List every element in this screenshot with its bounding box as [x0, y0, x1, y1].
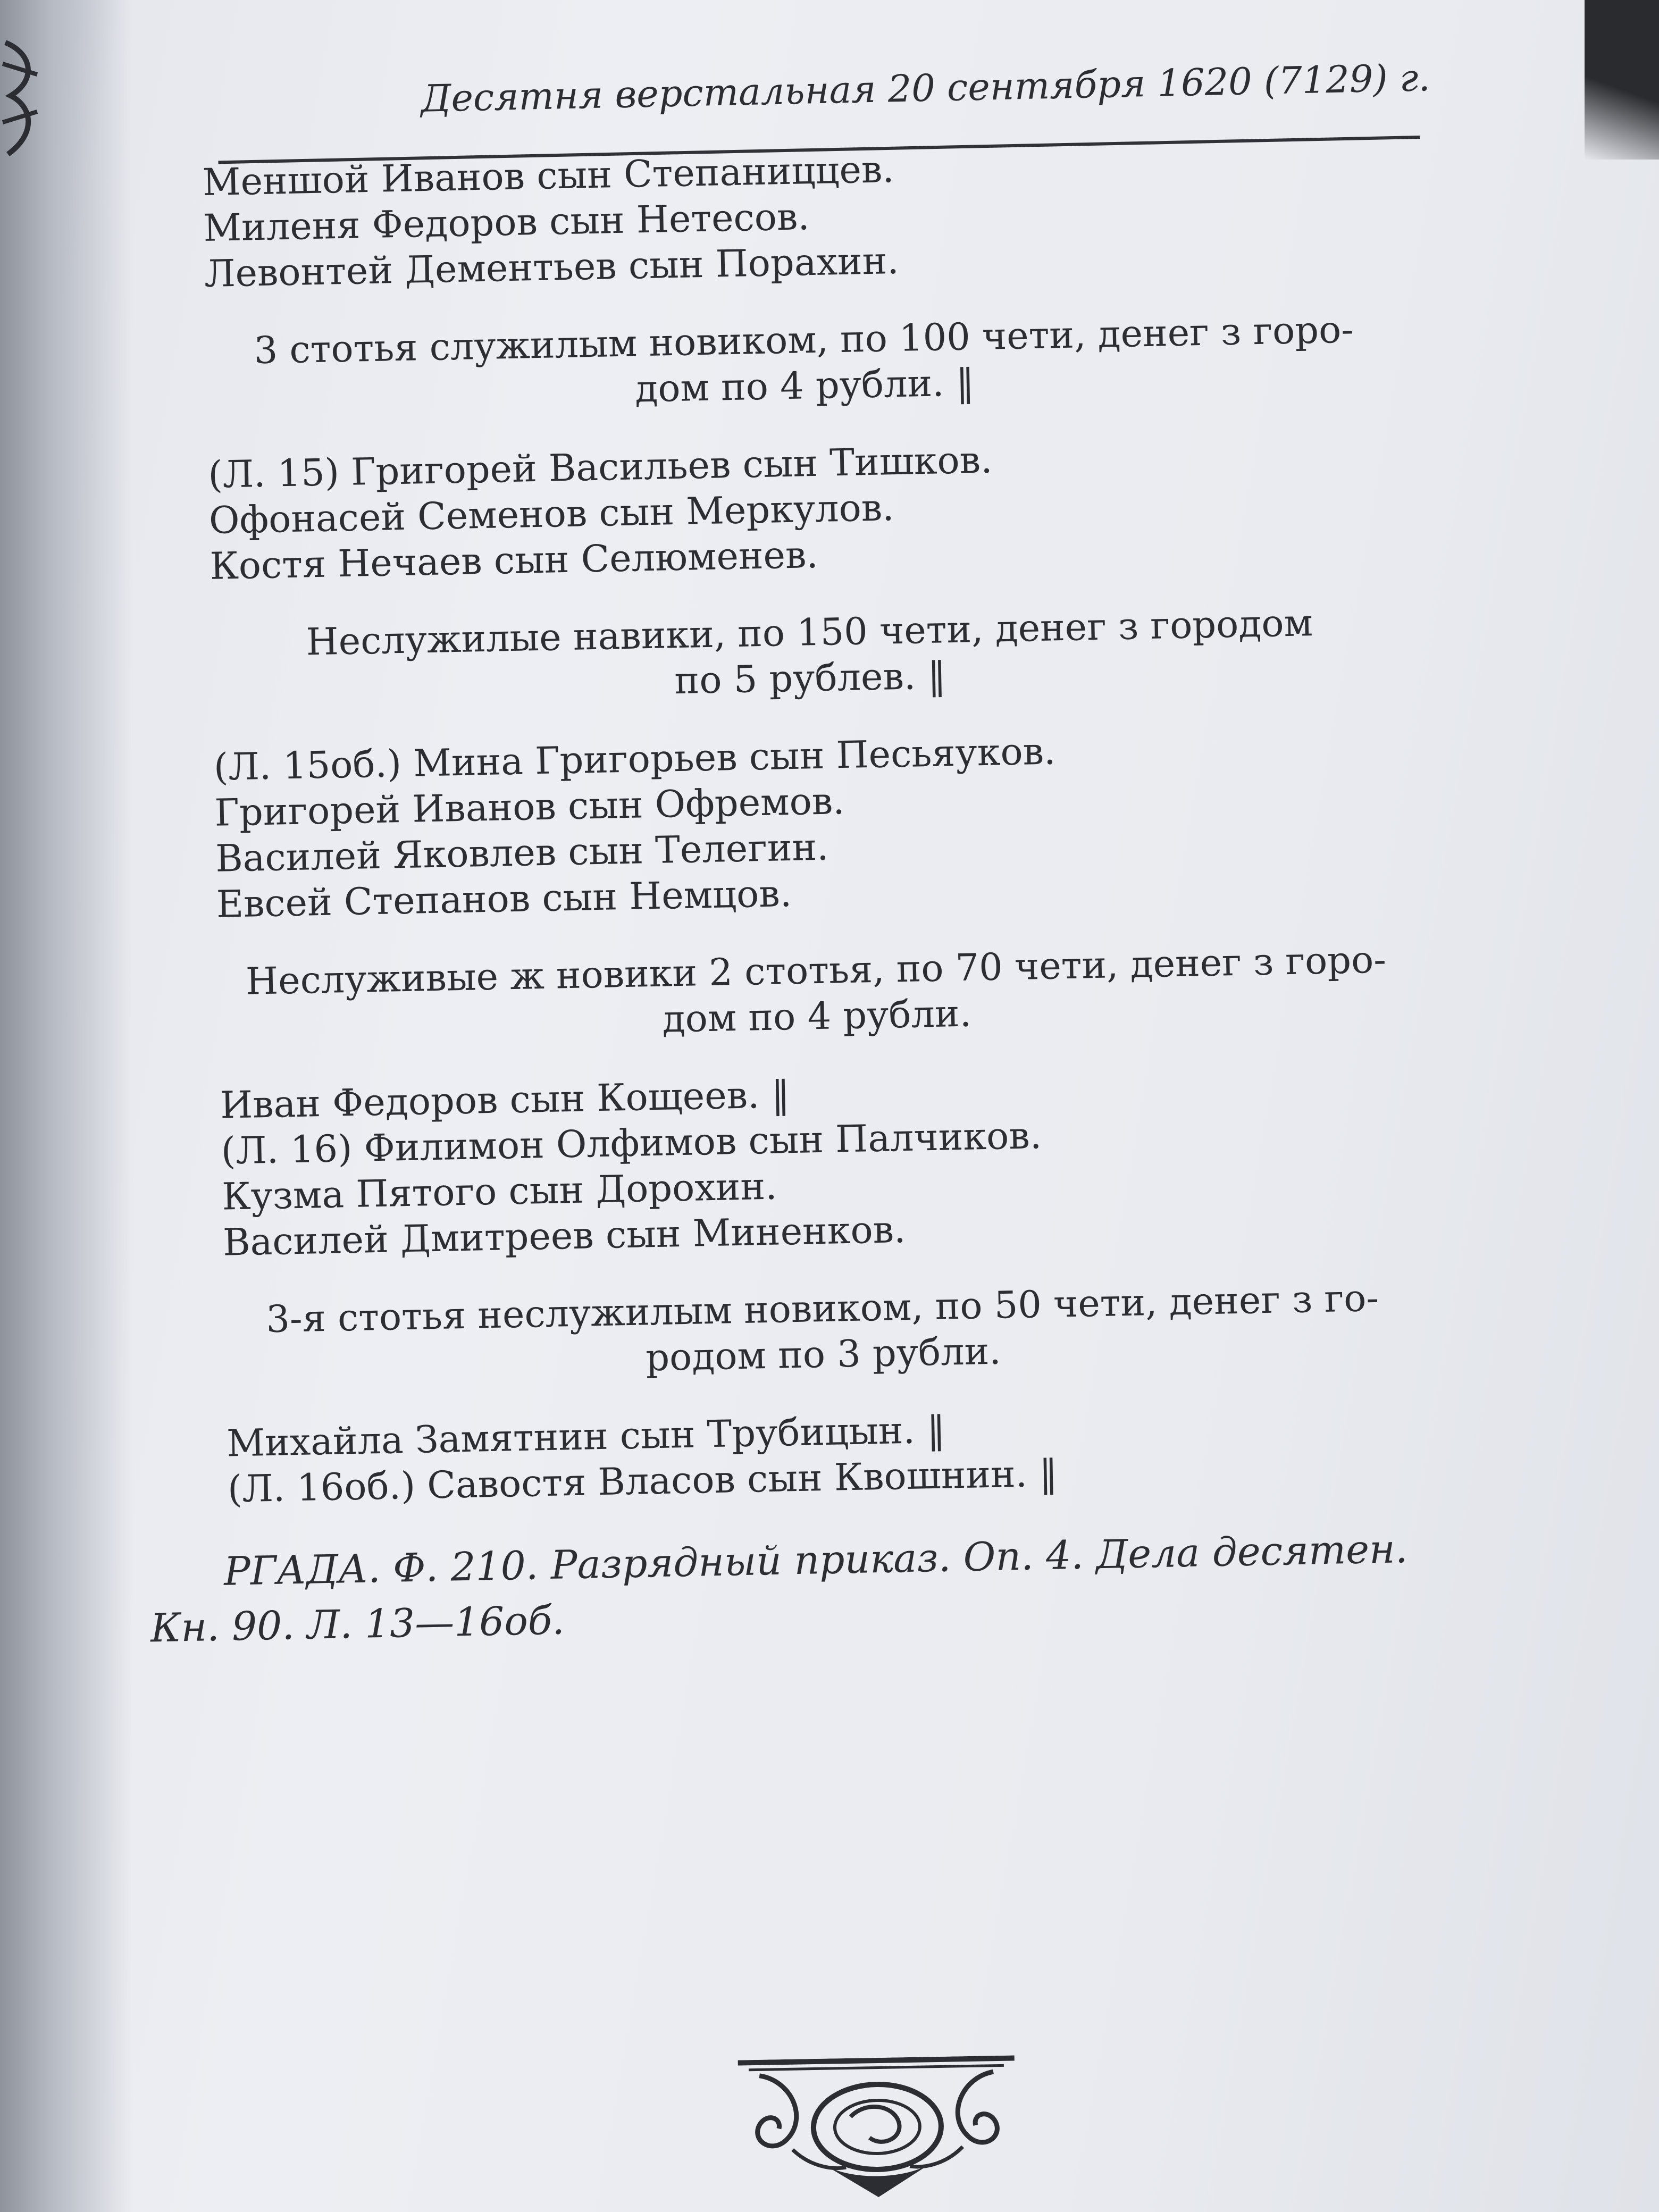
page-edge-ornament-icon: [0, 32, 48, 181]
name-entry: Василей Дмитреев сын Миненков.: [222, 1207, 906, 1264]
heading-line: дом по 4 рубли.: [661, 991, 972, 1041]
name-entry: Офонасей Семенов сын Меркулов.: [208, 485, 895, 542]
book-spine-shadow: [0, 0, 133, 2212]
heading-line: 3-я стотья неслужилым новиком, по 50 чети, денег з го-: [265, 1276, 1379, 1342]
name-entry: Василей Яковлев сын Телегин.: [215, 825, 830, 881]
name-entry: Григорей Иванов сын Офремов.: [214, 779, 845, 835]
name-entry: Миленя Федоров сын Нетесов.: [203, 195, 810, 250]
name-entry: Меншой Иванов сын Степаниццев.: [202, 147, 895, 204]
heading-line: по 5 рублев. ‖: [674, 653, 947, 703]
archive-reference-line-2: Кн. 90. Л. 13—16об.: [150, 1597, 565, 1652]
name-entry: (Л. 15) Григорей Васильев сын Тишков.: [207, 438, 993, 497]
name-list: [208, 426, 1566, 589]
name-entry: (Л. 16) Филимон Олфимов сын Палчиков.: [221, 1113, 1042, 1173]
main-text: [150, 133, 1587, 1654]
name-list: [220, 1057, 1579, 1266]
page-header: [420, 56, 1430, 125]
name-entry: Кузма Пятого сын Дорохин.: [221, 1164, 778, 1219]
name-entry: Левонтей Дементьев сын Порахин.: [204, 238, 900, 296]
name-entry: Костя Нечаев сын Селюменев.: [209, 532, 819, 588]
heading-line: дом по 4 рубли. ‖: [634, 361, 975, 411]
background-corner: [1585, 0, 1659, 160]
name-entry: (Л. 15об.) Мина Григорьев сын Песьяуков.: [213, 729, 1056, 789]
name-entry: Михайла Замятнин сын Трубицын. ‖: [226, 1407, 946, 1465]
heading-line: Неслуживые ж новики 2 стотья, по 70 чети, денег з горо-: [245, 937, 1387, 1003]
name-entry: Евсей Степанов сын Немцов.: [216, 871, 792, 926]
scroll-vignette-icon: [727, 2055, 1028, 2204]
name-list: [202, 133, 1560, 297]
heading-line: родом по 3 рубли.: [645, 1329, 1002, 1380]
name-entry: (Л. 16об.) Савостя Власов сын Квошнин. ‖: [227, 1451, 1058, 1511]
heading-line: Неслужилые навики, по 150 чети, денег з городом: [305, 601, 1313, 664]
archive-reference-line-1: РГАДА. Ф. 210. Разрядный приказ. Оп. 4. Дела десятен.: [223, 1526, 1408, 1595]
heading-line: 3 стотья служилым новиком, по 100 чети, денег з горо-: [253, 307, 1354, 373]
name-entry: Иван Федоров сын Кощеев. ‖: [220, 1073, 791, 1127]
name-list: [213, 718, 1572, 927]
running-head: Десятня верстальная 20 сентября 1620 (7129) г.: [420, 56, 1430, 121]
